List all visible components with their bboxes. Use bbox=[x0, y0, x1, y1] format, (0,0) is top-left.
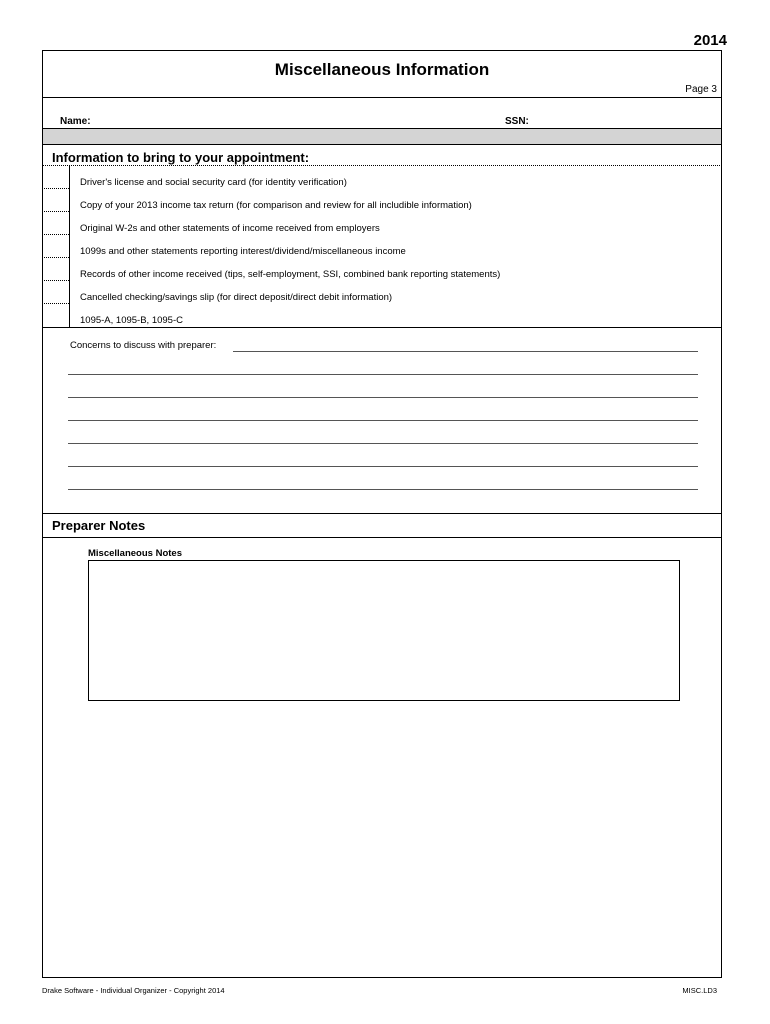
concerns-label: Concerns to discuss with preparer: bbox=[70, 340, 217, 351]
dotted-divider bbox=[42, 165, 722, 166]
checklist-item-label: Driver's license and social security card (for identity verification) bbox=[80, 177, 347, 188]
footer-form-code: MISC.LD3 bbox=[682, 986, 717, 995]
divider bbox=[42, 97, 722, 98]
writing-line bbox=[233, 351, 698, 352]
section-band bbox=[43, 128, 721, 145]
form-border bbox=[42, 50, 722, 978]
checkbox-drivers-license[interactable] bbox=[42, 165, 69, 188]
misc-notes-label: Miscellaneous Notes bbox=[88, 548, 182, 559]
writing-line bbox=[68, 489, 698, 490]
divider bbox=[42, 513, 722, 514]
form-year: 2014 bbox=[693, 32, 727, 49]
section-heading-preparer-notes: Preparer Notes bbox=[52, 518, 146, 533]
divider bbox=[42, 537, 722, 538]
checklist-item-label: Cancelled checking/savings slip (for direct deposit/direct debit information) bbox=[80, 292, 393, 303]
checkbox-other-income[interactable] bbox=[42, 258, 69, 280]
checkbox-prior-return[interactable] bbox=[42, 189, 69, 211]
checkbox-cancelled-check[interactable] bbox=[42, 281, 69, 303]
writing-line bbox=[68, 420, 698, 421]
checklist-item-label: Records of other income received (tips, self-employment, SSI, combined bank reporting statements) bbox=[80, 269, 501, 280]
misc-notes-field[interactable] bbox=[88, 560, 680, 701]
page-title: Miscellaneous Information bbox=[274, 60, 490, 79]
page-number: Page 3 bbox=[685, 84, 717, 95]
ssn-label: SSN: bbox=[505, 116, 529, 127]
checkbox-1099[interactable] bbox=[42, 235, 69, 257]
writing-line bbox=[68, 374, 698, 375]
checkbox-column bbox=[42, 165, 70, 327]
checkbox-w2[interactable] bbox=[42, 212, 69, 234]
checklist-item-label: Copy of your 2013 income tax return (for comparison and review for all includible information) bbox=[80, 200, 472, 211]
writing-line bbox=[68, 466, 698, 467]
name-label: Name: bbox=[60, 116, 91, 127]
footer-copyright: Drake Software - Individual Organizer - Copyright 2014 bbox=[42, 986, 225, 995]
name-field[interactable] bbox=[96, 114, 486, 128]
checklist-item-label: 1095-A, 1095-B, 1095-C bbox=[80, 315, 183, 326]
checkbox-1095[interactable] bbox=[42, 304, 69, 326]
section-heading-appointment: Information to bring to your appointment: bbox=[52, 150, 310, 165]
concerns-field[interactable] bbox=[68, 356, 698, 492]
writing-line bbox=[68, 397, 698, 398]
checklist-item-label: Original W-2s and other statements of income received from employers bbox=[80, 223, 380, 234]
writing-line bbox=[68, 443, 698, 444]
ssn-field[interactable] bbox=[535, 114, 715, 128]
divider bbox=[42, 327, 722, 328]
checklist-item-label: 1099s and other statements reporting interest/dividend/miscellaneous income bbox=[80, 246, 406, 257]
